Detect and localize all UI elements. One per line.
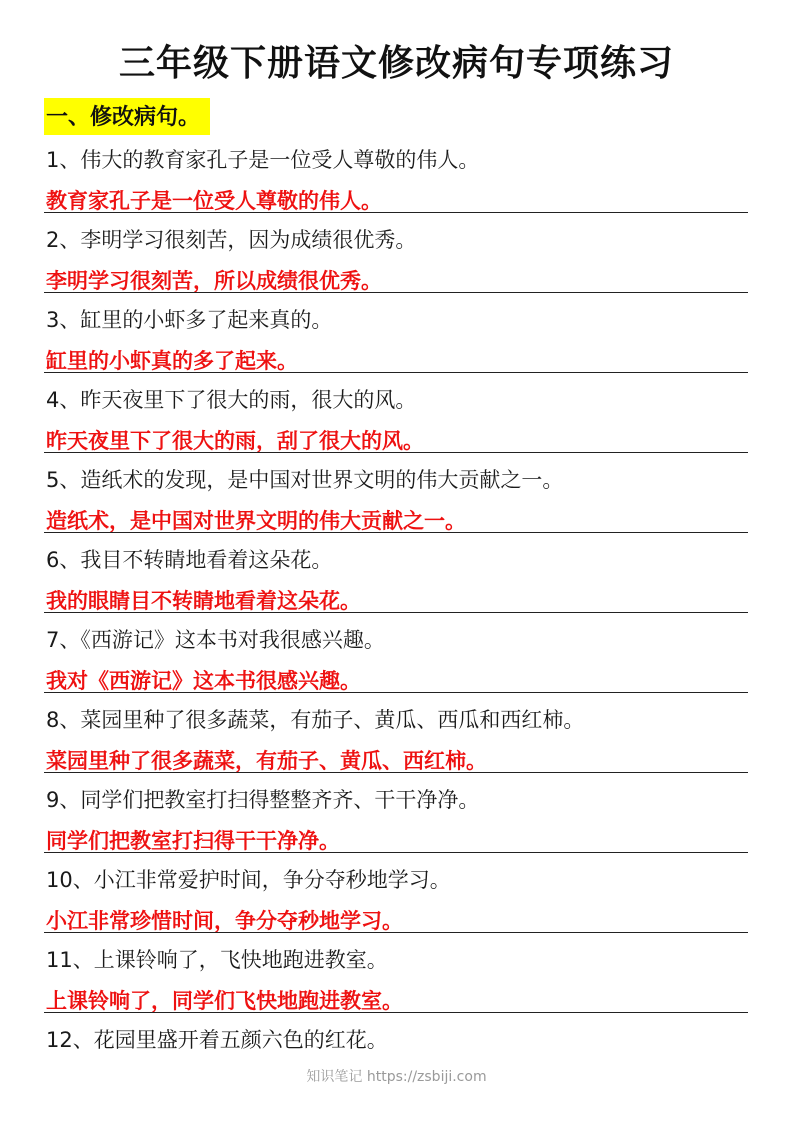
answer-line <box>44 452 748 453</box>
exercise-item <box>44 220 748 300</box>
question-text: 1、伟大的教育家孔子是一位受人尊敬的伟人。 <box>46 148 480 172</box>
answer-line <box>44 772 748 773</box>
exercise-item <box>44 540 748 620</box>
answer-line <box>44 612 748 613</box>
answer-line <box>44 212 748 213</box>
question-text: 6、我目不转睛地看着这朵花。 <box>46 548 333 572</box>
answer-line <box>44 1012 748 1013</box>
answer-line <box>44 532 748 533</box>
answer-line <box>44 372 748 373</box>
question-text: 12、花园里盛开着五颜六色的红花。 <box>46 1028 388 1052</box>
answer-line <box>44 852 748 853</box>
exercise-item <box>44 780 748 860</box>
footer-watermark: 知识笔记 https://zsbiji.com <box>306 1069 487 1085</box>
exercise-item <box>44 620 748 700</box>
question-text: 11、上课铃响了，飞快地跑进教室。 <box>46 948 388 972</box>
answer-text: 李明学习很刻苦，所以成绩很优秀。 <box>46 269 382 293</box>
answer-line <box>44 692 748 693</box>
question-text: 2、李明学习很刻苦，因为成绩很优秀。 <box>46 228 417 252</box>
answer-text: 菜园里种了很多蔬菜，有茄子、黄瓜、西红柿。 <box>46 749 487 773</box>
answer-line <box>44 932 748 933</box>
question-text: 10、小江非常爱护时间，争分夺秒地学习。 <box>46 868 451 892</box>
question-text: 7、《西游记》这本书对我很感兴趣。 <box>46 628 385 652</box>
exercise-item <box>44 1020 748 1100</box>
exercise-item <box>44 460 748 540</box>
answer-text: 上课铃响了，同学们飞快地跑进教室。 <box>46 989 403 1013</box>
answer-text: 小江非常珍惜时间，争分夺秒地学习。 <box>46 909 403 933</box>
answer-text: 教育家孔子是一位受人尊敬的伟人。 <box>46 189 382 213</box>
question-text: 5、造纸术的发现，是中国对世界文明的伟大贡献之一。 <box>46 468 564 492</box>
page-title: 三年级下册语文修改病句专项练习 <box>118 43 674 84</box>
exercise-item <box>44 300 748 380</box>
answer-text: 我的眼睛目不转睛地看着这朵花。 <box>46 589 361 613</box>
exercise-list <box>44 140 748 1100</box>
section-heading: 一、修改病句。 <box>44 98 210 135</box>
exercise-item <box>44 700 748 780</box>
answer-text: 造纸术，是中国对世界文明的伟大贡献之一。 <box>46 509 466 533</box>
question-text: 9、同学们把教室打扫得整整齐齐、干干净净。 <box>46 788 480 812</box>
exercise-item <box>44 940 748 1020</box>
answer-line <box>44 292 748 293</box>
question-text: 4、昨天夜里下了很大的雨，很大的风。 <box>46 388 417 412</box>
question-text: 8、菜园里种了很多蔬菜，有茄子、黄瓜、西瓜和西红柿。 <box>46 708 585 732</box>
exercise-item <box>44 380 748 460</box>
question-text: 3、缸里的小虾多了起来真的。 <box>46 308 333 332</box>
answer-text: 昨天夜里下了很大的雨，刮了很大的风。 <box>46 429 424 453</box>
exercise-item <box>44 140 748 220</box>
answer-text: 缸里的小虾真的多了起来。 <box>46 349 298 373</box>
answer-text: 我对《西游记》这本书很感兴趣。 <box>46 669 361 693</box>
exercise-item <box>44 860 748 940</box>
answer-text: 同学们把教室打扫得干干净净。 <box>46 829 340 853</box>
